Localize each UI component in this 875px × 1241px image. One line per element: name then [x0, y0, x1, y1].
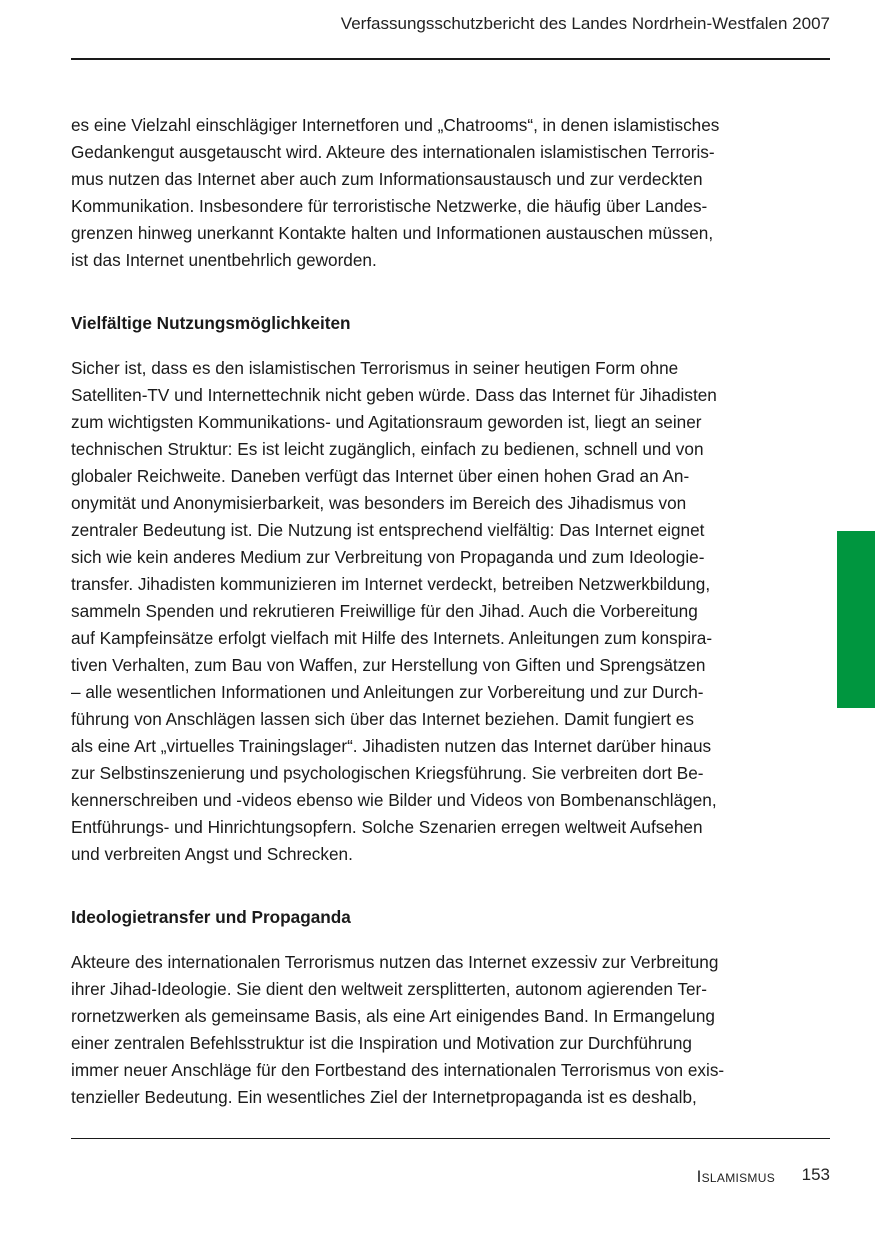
text-line: Satelliten-TV und Internettechnik nicht geben würde. Dass das Internet für Jihadisten	[71, 385, 717, 405]
paragraph-intro	[71, 112, 783, 274]
text-line: tiven Verhalten, zum Bau von Waffen, zur Herstellung von Giften und Sprengsätzen	[71, 655, 706, 675]
paragraph-nutzung	[71, 355, 783, 868]
text-line: tenzieller Bedeutung. Ein wesentliches Ziel der Internetpropaganda ist es deshalb,	[71, 1087, 697, 1107]
text-line: – alle wesentlichen Informationen und Anleitungen zur Vorbereitung und zur Durch-	[71, 682, 704, 702]
text-line: mus nutzen das Internet aber auch zum Informationsaustausch und zur verdeckten	[71, 169, 703, 189]
section-heading-nutzung: Vielfältige Nutzungsmöglichkeiten	[71, 313, 351, 333]
text-line: einer zentralen Befehlsstruktur ist die Inspiration und Motivation zur Durchführung	[71, 1033, 692, 1053]
text-line: technischen Struktur: Es ist leicht zugänglich, einfach zu bedienen, schnell und von	[71, 439, 704, 459]
text-line: onymität und Anonymisierbarkeit, was besonders im Bereich des Jihadismus von	[71, 493, 687, 513]
text-line: ihrer Jihad-Ideologie. Sie dient den weltweit zersplitterten, autonom agierenden Ter-	[71, 979, 707, 999]
text-line: sich wie kein anderes Medium zur Verbreitung von Propaganda und zum Ideologie-	[71, 547, 705, 567]
text-line: als eine Art „virtuelles Trainingslager“. Jihadisten nutzen das Internet darüber hinaus	[71, 736, 712, 756]
running-header-title: Verfassungsschutzbericht des Landes Nordrhein-Westfalen 2007	[340, 14, 830, 33]
text-line: führung von Anschlägen lassen sich über das Internet beziehen. Damit fungiert es	[71, 709, 694, 729]
text-line: ist das Internet unentbehrlich geworden.	[71, 250, 377, 270]
text-line: auf Kampfeinsätze erfolgt vielfach mit Hilfe des Internets. Anleitungen zum konspira-	[71, 628, 713, 648]
text-line: Entführungs- und Hinrichtungsopfern. Solche Szenarien erregen weltweit Aufsehen	[71, 817, 703, 837]
footer-section-name: Islamismus	[696, 1167, 775, 1186]
text-line: Akteure des internationalen Terrorismus nutzen das Internet exzessiv zur Verbreitung	[71, 952, 719, 972]
text-line: sammeln Spenden und rekrutieren Freiwillige für den Jihad. Auch die Vorbereitung	[71, 601, 698, 621]
footer-divider	[71, 1138, 830, 1139]
text-line: rornetzwerken als gemeinsame Basis, als eine Art einigendes Band. In Ermangelung	[71, 1006, 715, 1026]
text-line: Sicher ist, dass es den islamistischen Terrorismus in seiner heutigen Form ohne	[71, 358, 679, 378]
text-line: kennerschreiben und -videos ebenso wie Bilder und Videos von Bombenanschlägen,	[71, 790, 717, 810]
paragraph-propaganda	[71, 949, 783, 1111]
text-line: zur Selbstinszenierung und psychologischen Kriegsführung. Sie verbreiten dort Be-	[71, 763, 704, 783]
section-heading-propaganda: Ideologietransfer und Propaganda	[71, 907, 351, 927]
text-line: immer neuer Anschläge für den Fortbestand des internationalen Terrorismus von exis-	[71, 1060, 725, 1080]
text-line: grenzen hinweg unerkannt Kontakte halten und Informationen austauschen müssen,	[71, 223, 714, 243]
text-line: Kommunikation. Insbesondere für terroristische Netzwerke, die häufig über Landes-	[71, 196, 708, 216]
text-line: und verbreiten Angst und Schrecken.	[71, 844, 353, 864]
page-body	[71, 112, 783, 1111]
text-line: globaler Reichweite. Daneben verfügt das Internet über einen hohen Grad an An-	[71, 466, 690, 486]
header-divider	[71, 58, 830, 60]
page-number: 153	[801, 1165, 830, 1184]
chapter-color-tab	[837, 531, 875, 708]
text-line: transfer. Jihadisten kommunizieren im Internet verdeckt, betreiben Netzwerkbildung,	[71, 574, 711, 594]
text-line: es eine Vielzahl einschlägiger Internetforen und „Chatrooms“, in denen islamistisches	[71, 115, 720, 135]
text-line: Gedankengut ausgetauscht wird. Akteure des internationalen islamistischen Terroris-	[71, 142, 715, 162]
text-line: zentraler Bedeutung ist. Die Nutzung ist entsprechend vielfältig: Das Internet eignet	[71, 520, 705, 540]
text-line: zum wichtigsten Kommunikations- und Agitationsraum geworden ist, liegt an seiner	[71, 412, 702, 432]
